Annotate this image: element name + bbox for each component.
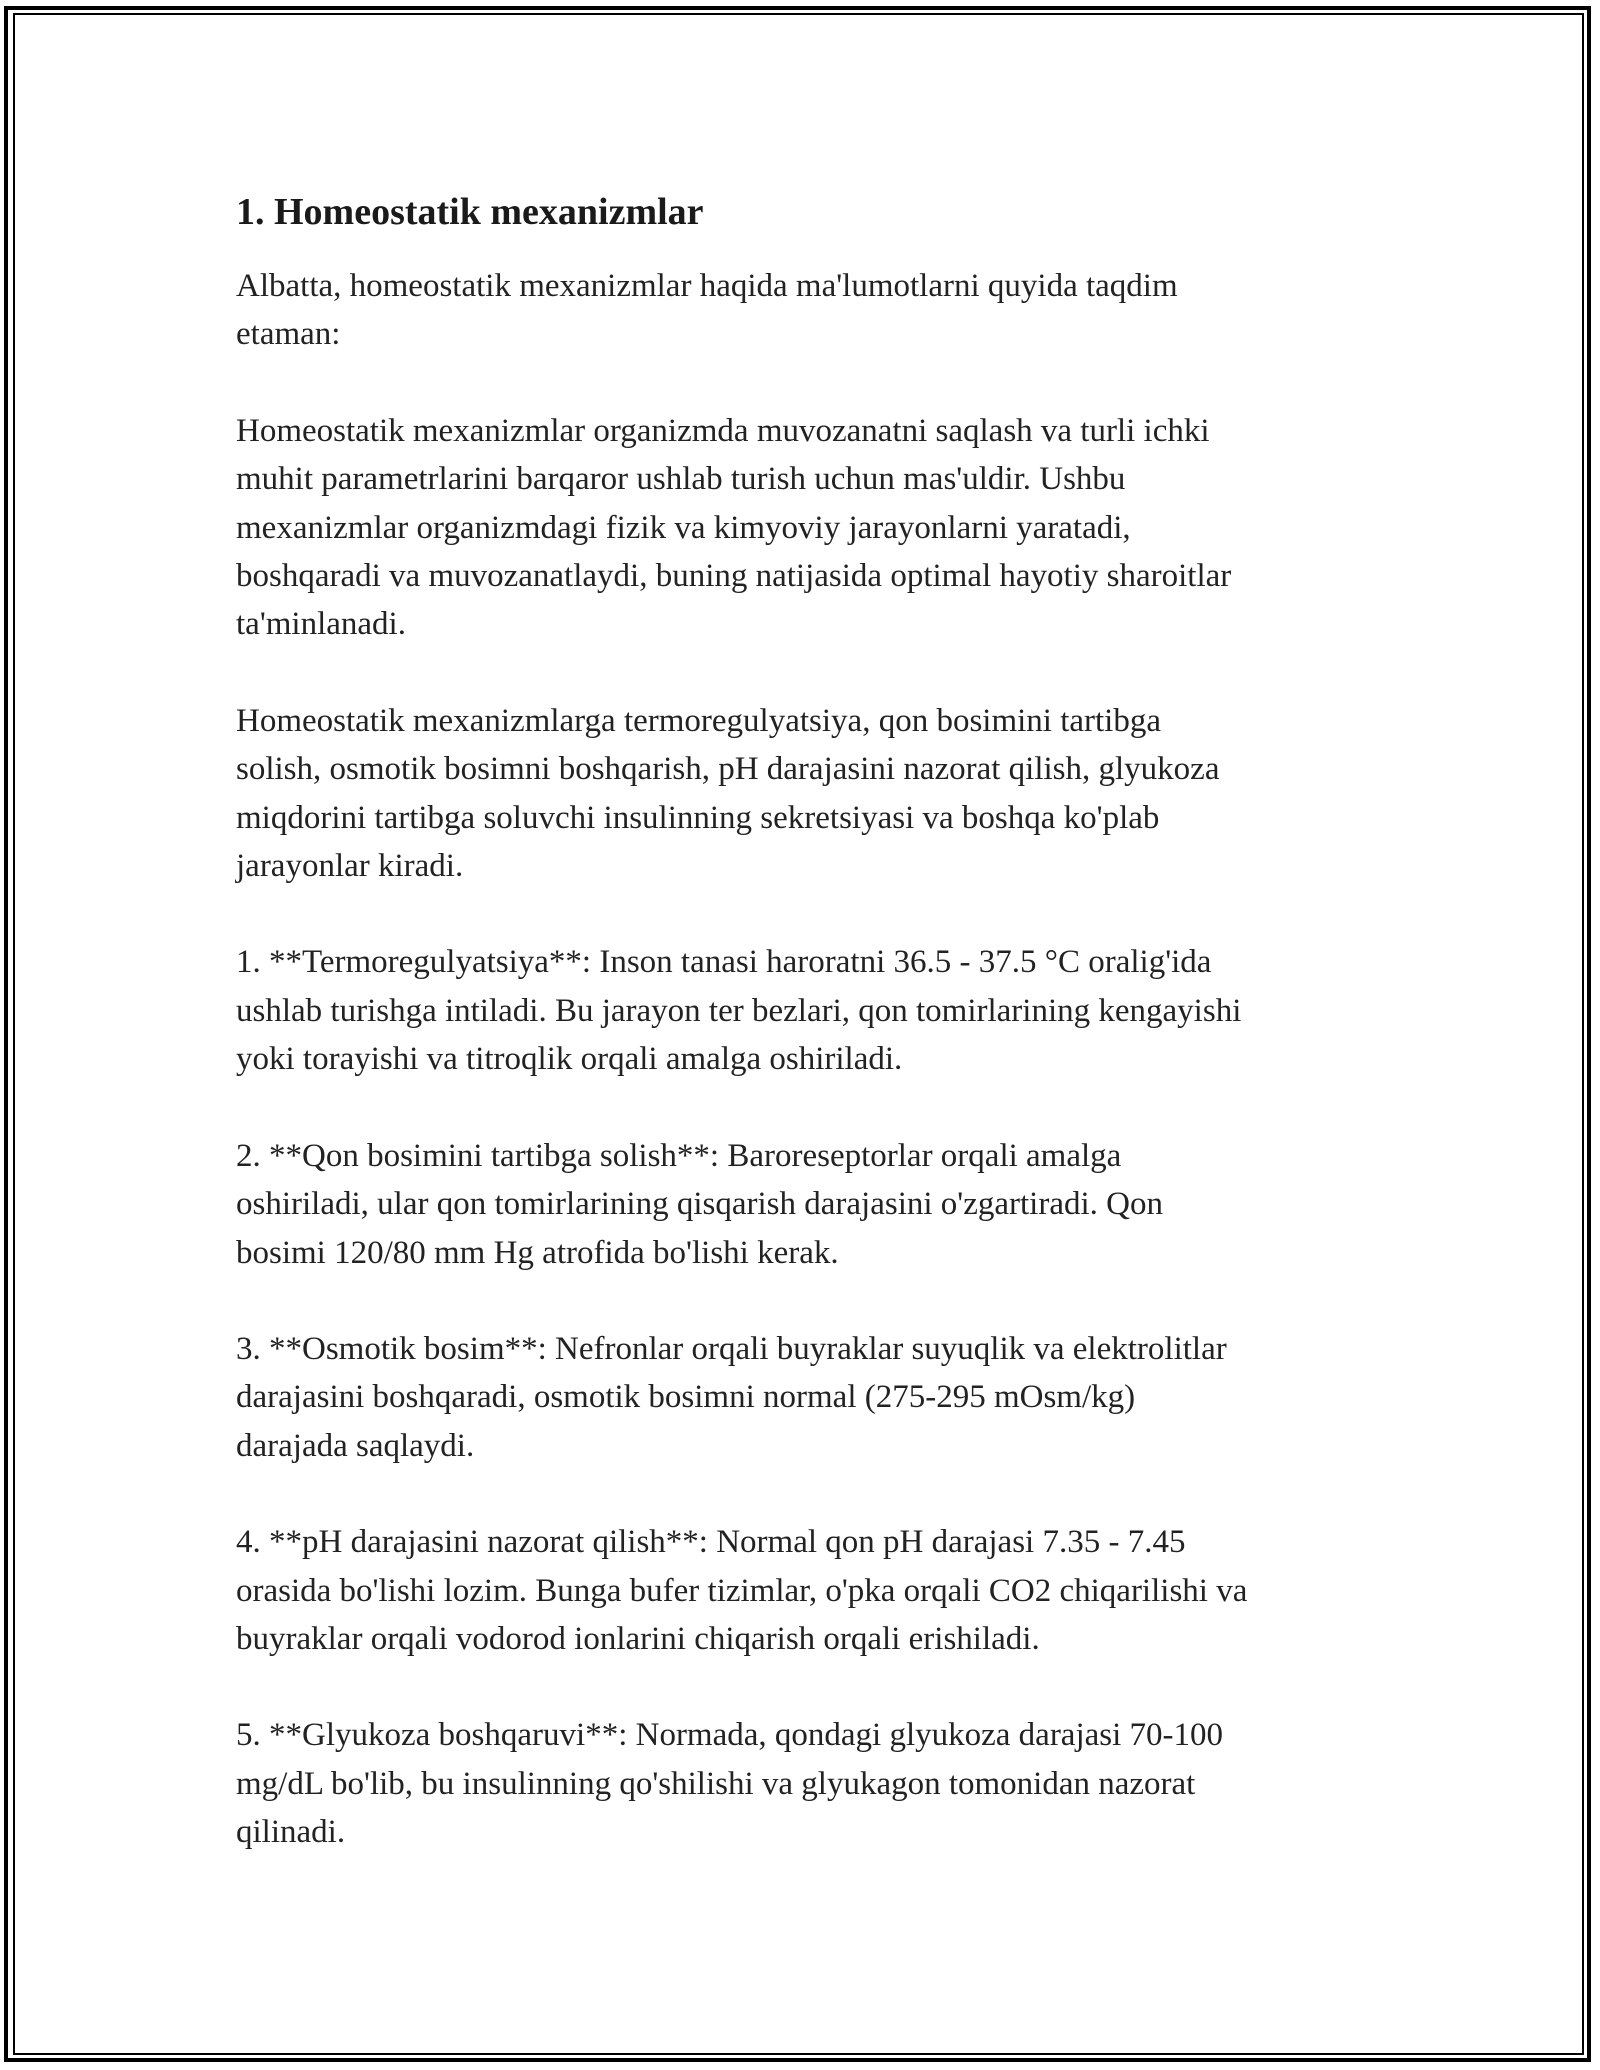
list-item-thermoregulation: 1. **Termoregulyatsiya**: Inson tanasi haroratni 36.5 - 37.5 °C oralig'ida ushlab turishga intiladi. Bu jarayon ter bezlari, qon tomirlarining kengayishi yoki torayishi va titroqlik orqali amalga oshiriladi. [236,944,1242,1078]
intro-paragraph: Albatta, homeostatik mexanizmlar haqida ma'lumotlarni quyida taqdim etaman: [236,268,1178,353]
list-item-osmotic-pressure: 3. **Osmotik bosim**: Nefronlar orqali buyraklar suyuqlik va elektrolitlar darajasini boshqaradi, osmotik bosimni normal (275-295 mOsm/kg) darajada saqlaydi. [236,1330,1227,1464]
list-item-ph-control: 4. **pH darajasini nazorat qilish**: Normal qon pH darajasi 7.35 - 7.45 orasida bo'lishi lozim. Bunga bufer tizimlar, o'pka orqali CO2 chiqarilishi va buyraklar orqali vodorod ionlarini chiqarish orqali erishiladi. [236,1524,1248,1657]
list-item-glucose-control: 5. **Glyukoza boshqaruvi**: Normada, qondagi glyukoza darajasi 70-100 mg/dL bo'lib, bu insulinning qo'shilishi va glyukagon tomonidan nazorat qilinadi. [236,1717,1224,1851]
overview-paragraph: Homeostatik mexanizmlar organizmda muvozanatni saqlash va turli ichki muhit parametrlarini barqaror ushlab turish uchun mas'uldir. Ushbu mexanizmlar organizmdagi fizik va kimyoviy jarayonlarni yaratadi, boshqaradi va muvozanatlaydi, buning natijasida optimal hayotiy sharoitlar ta'minlanadi. [236,412,1232,643]
list-item-blood-pressure: 2. **Qon bosimini tartibga solish**: Baroreseptorlar orqali amalga oshiriladi, ular qon tomirlarining qisqarish darajasini o'zgartiradi. Qon bosimi 120/80 mm Hg atrofida bo'lishi kerak. [236,1137,1163,1271]
mechanisms-list-paragraph: Homeostatik mexanizmlarga termoregulyatsiya, qon bosimini tartibga solish, osmotik bosimni boshqarish, pH darajasini nazorat qilish, glyukoza miqdorini tartibga soluvchi insulinning sekretsiyasi va boshqa ko'plab jarayonlar kiradi. [236,702,1220,885]
section-heading: 1. Homeostatik mexanizmlar [236,191,704,233]
document-body [236,186,1366,1905]
